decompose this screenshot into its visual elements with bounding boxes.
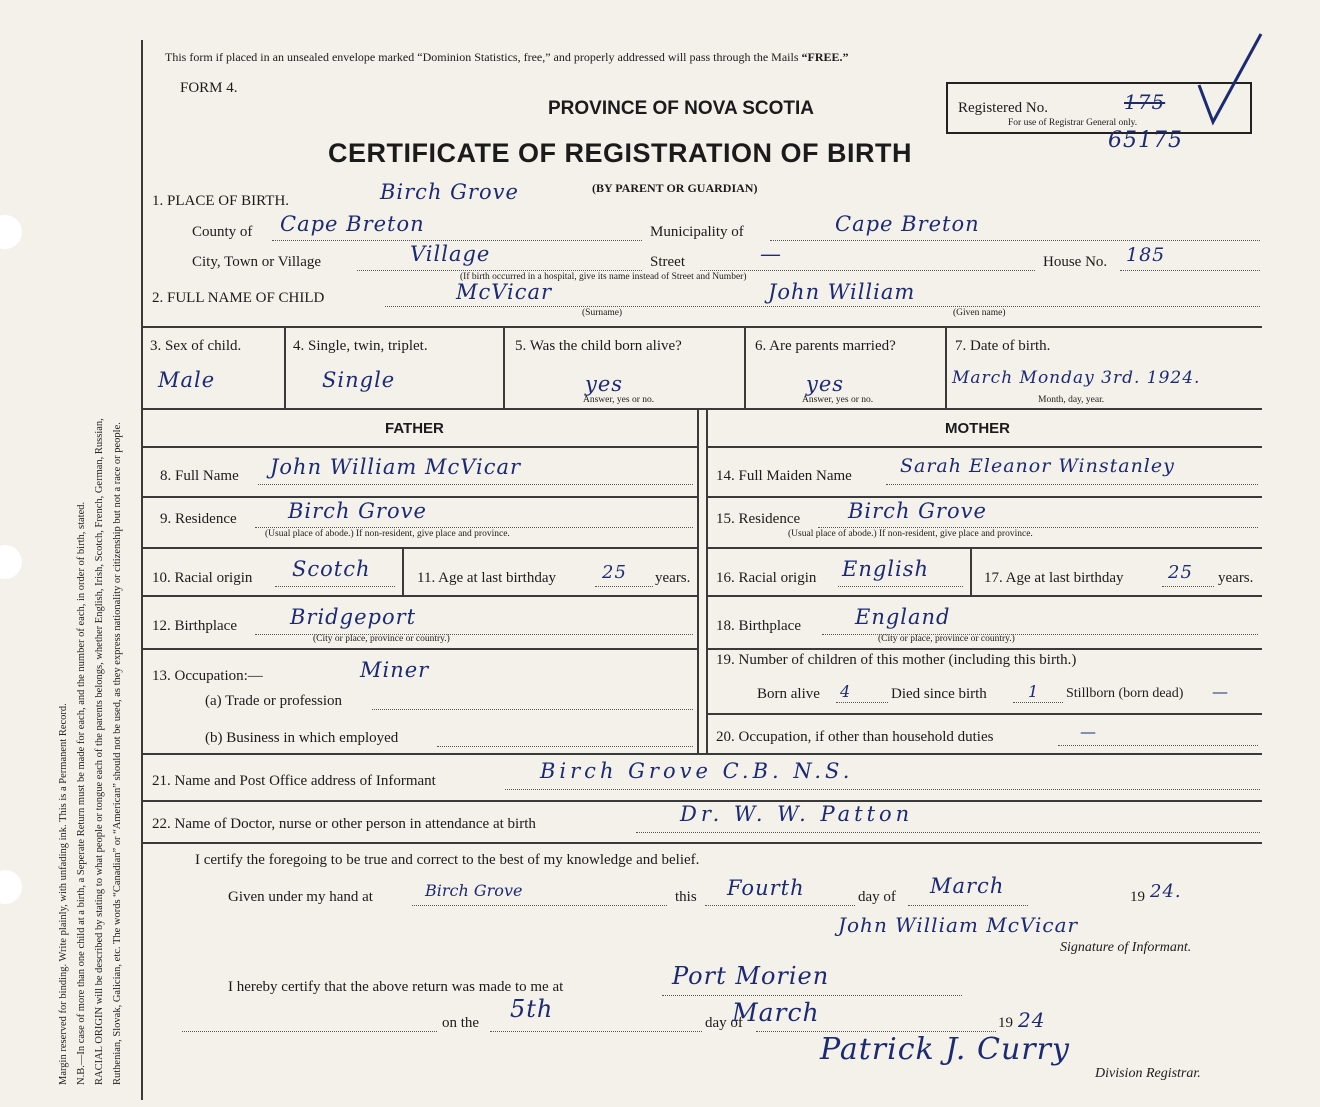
- trade-label: (a) Trade or profession: [205, 693, 343, 709]
- field-line: [595, 586, 653, 587]
- registered-no-label: Registered No.: [958, 100, 1048, 116]
- field-line: [908, 905, 1028, 906]
- division-registrar-label: Division Registrar.: [1095, 1066, 1201, 1081]
- field-line: [886, 484, 1258, 485]
- divider: [142, 753, 1262, 755]
- father-age-label: 11. Age at last birthday: [417, 570, 556, 586]
- on-the-label: on the: [442, 1015, 480, 1031]
- father-name-value: John William McVicar: [270, 455, 522, 479]
- mother-residence-value: Birch Grove: [848, 499, 987, 523]
- mother-residence-label: 15. Residence: [716, 511, 801, 527]
- field-line: [372, 709, 693, 710]
- mother-racial-value: English: [842, 557, 930, 581]
- margin-note-binding: Margin reserved for binding. Write plainly, with unfading ink. This is a Permanent Record.: [58, 703, 69, 1085]
- father-name-label: 8. Full Name: [160, 468, 239, 484]
- field-line: [182, 1031, 437, 1032]
- signature-of-informant-label: Signature of Informant.: [1060, 940, 1192, 955]
- mother-age-label: 17. Age at last birthday: [984, 570, 1124, 586]
- plurality-value: Single: [322, 368, 396, 392]
- field-line: [255, 527, 693, 528]
- father-heading: FATHER: [385, 420, 444, 437]
- plurality-label: 4. Single, twin, triplet.: [293, 338, 428, 354]
- field-line: [1162, 586, 1214, 587]
- mother-name-value: Sarah Eleanor Winstanley: [900, 455, 1175, 477]
- divider: [697, 408, 699, 753]
- divider: [142, 648, 697, 650]
- divider: [503, 326, 505, 408]
- field-line: [818, 527, 1258, 528]
- registrar-year-prefix: 19: [998, 1015, 1013, 1031]
- city-line: [357, 270, 642, 271]
- surname-note: (Surname): [582, 308, 623, 318]
- divider: [706, 547, 1262, 549]
- father-racial-value: Scotch: [292, 557, 371, 581]
- mother-abode-note: (Usual place of abode.) If non-resident, give place and province.: [788, 529, 1033, 539]
- field-line: [437, 746, 693, 747]
- page-title: CERTIFICATE OF REGISTRATION OF BIRTH: [328, 138, 912, 168]
- day-of-label: day of: [858, 889, 896, 905]
- father-racial-label: 10. Racial origin: [152, 570, 253, 586]
- house-line: [1120, 270, 1260, 271]
- sex-value: Male: [158, 368, 216, 392]
- given-place: Birch Grove: [425, 881, 523, 900]
- divider: [142, 842, 1262, 844]
- born-alive-count-label: Born alive: [757, 686, 820, 702]
- certification-day: Fourth: [727, 876, 805, 900]
- certification-statement: I certify the foregoing to be true and correct to the best of my knowledge and belief.: [195, 852, 700, 868]
- field-line: [490, 1031, 702, 1032]
- registrar-month: March: [732, 998, 820, 1027]
- stillborn-count: —: [1212, 682, 1228, 701]
- certification-month: March: [930, 874, 1005, 898]
- mother-racial-label: 16. Racial origin: [716, 570, 817, 586]
- street-value: —: [760, 242, 782, 266]
- father-birthplace-value: Bridgeport: [290, 605, 417, 629]
- punch-hole: [0, 215, 22, 249]
- registrar-day-of-label: day of: [705, 1015, 743, 1031]
- child-name-line: [385, 306, 1260, 307]
- divider: [142, 547, 697, 549]
- street-label: Street: [650, 254, 685, 270]
- informant-value: Birch Grove C.B. N.S.: [540, 759, 854, 783]
- divider: [142, 446, 697, 448]
- given-name-note: (Given name): [953, 308, 1006, 318]
- divider: [142, 496, 697, 498]
- divider: [706, 408, 708, 753]
- divider: [706, 713, 1262, 715]
- form-left-border: [141, 40, 143, 1100]
- born-alive-label: 5. Was the child born alive?: [515, 338, 682, 354]
- divider: [706, 595, 1262, 597]
- mother-occupation-label: 20. Occupation, if other than household duties: [716, 729, 994, 745]
- sex-label: 3. Sex of child.: [150, 338, 242, 354]
- father-occupation-label: 13. Occupation:—: [152, 668, 263, 684]
- born-alive-count: 4: [840, 682, 851, 701]
- margin-note-racial-origin-cont: Ruthenian, Slovak, Galician, etc. The words “Canadian” or “American” should not be used, as they express nationality or citizenship but not a race or people.: [112, 422, 123, 1085]
- divider: [142, 595, 697, 597]
- municipality-line: [770, 240, 1260, 241]
- place-of-birth-value: Birch Grove: [380, 180, 519, 204]
- date-of-birth-label: 7. Date of birth.: [955, 338, 1051, 354]
- registrar-place: Port Morien: [672, 962, 830, 990]
- stillborn-label: Stillborn (born dead): [1066, 686, 1184, 701]
- mother-birthplace-value: England: [855, 605, 951, 629]
- place-of-birth-label: 1. PLACE OF BIRTH.: [152, 193, 290, 209]
- date-of-birth-value: March Monday 3rd. 1924.: [952, 368, 1201, 388]
- registrar-statement: I hereby certify that the above return was made to me at: [228, 979, 564, 995]
- mother-name-label: 14. Full Maiden Name: [716, 468, 852, 484]
- city-label: City, Town or Village: [192, 254, 322, 270]
- certification-year: 24.: [1150, 881, 1182, 902]
- field-line: [662, 995, 962, 996]
- answer-note: Answer, yes or no.: [583, 395, 655, 405]
- county-value: Cape Breton: [280, 212, 425, 236]
- field-line: [1058, 745, 1258, 746]
- father-occupation-value: Miner: [360, 658, 430, 682]
- province-heading: PROVINCE OF NOVA SCOTIA: [548, 98, 815, 119]
- born-alive-value: yes: [585, 372, 624, 396]
- registrar-day: 5th: [510, 995, 554, 1023]
- child-name-label: 2. FULL NAME OF CHILD: [152, 290, 325, 306]
- field-line: [838, 586, 963, 587]
- registrar-signature: Patrick J. Curry: [820, 1032, 1070, 1067]
- field-line: [258, 484, 693, 485]
- handwritten-registration-number: 65175: [1108, 128, 1183, 153]
- punch-hole: [0, 545, 22, 579]
- divider: [142, 326, 1262, 328]
- municipality-value: Cape Breton: [835, 212, 980, 236]
- father-age-value: 25: [602, 562, 627, 583]
- page-subtitle: (BY PARENT OR GUARDIAN): [592, 181, 758, 195]
- child-surname: McVicar: [456, 280, 553, 304]
- died-since-birth-label: Died since birth: [891, 686, 987, 702]
- divider: [284, 326, 286, 408]
- given-under-label: Given under my hand at: [228, 889, 373, 905]
- registrar-general-note: For use of Registrar General only.: [1008, 118, 1138, 128]
- divider: [706, 496, 1262, 498]
- mother-age-unit: years.: [1218, 570, 1254, 586]
- business-label: (b) Business in which employed: [205, 730, 399, 746]
- field-line: [505, 789, 1260, 790]
- field-line: [636, 832, 1260, 833]
- field-line: [412, 905, 667, 906]
- mother-occupation-value: —: [1080, 722, 1096, 741]
- father-birthplace-note: (City or place, province or country.): [313, 634, 450, 644]
- margin-note-racial-origin: RACIAL ORIGIN will be described by stating to what people or tongue each of the parents belongs, whether English, Irish, Scotch, French, German, Russian,: [94, 418, 105, 1085]
- mother-heading: MOTHER: [945, 420, 1010, 437]
- died-since-birth-count: 1: [1028, 682, 1039, 701]
- divider: [402, 547, 404, 595]
- answer-note: Answer, yes or no.: [802, 395, 874, 405]
- mailing-note: This form if placed in an unsealed envelope marked “Dominion Statistics, free,” and properly addressed will pass through the Mails “FREE.”: [165, 50, 849, 64]
- informant-signature: John William McVicar: [838, 913, 1079, 937]
- county-line: [272, 240, 642, 241]
- city-value: Village: [410, 242, 491, 266]
- father-abode-note: (Usual place of abode.) If non-resident, give place and province.: [265, 529, 510, 539]
- house-value: 185: [1126, 244, 1166, 266]
- struck-registration-number: 175: [1124, 90, 1166, 114]
- mother-birthplace-note: (City or place, province or country.): [878, 634, 1015, 644]
- punch-hole: [0, 870, 22, 904]
- divider: [945, 326, 947, 408]
- informant-label: 21. Name and Post Office address of Informant: [152, 773, 436, 789]
- divider: [706, 446, 1262, 448]
- registrar-year: 24: [1018, 1008, 1046, 1032]
- municipality-label: Municipality of: [650, 224, 744, 240]
- house-label: House No.: [1043, 254, 1108, 270]
- divider: [744, 326, 746, 408]
- this-label: this: [675, 889, 697, 905]
- margin-note-multiple-births: N.B.—In case of more than one child at a birth, a Seperate Return must be made for each, and the number of each, in order of birth, stated.: [76, 501, 87, 1085]
- county-label: County of: [192, 224, 253, 240]
- doctor-label: 22. Name of Doctor, nurse or other person in attendance at birth: [152, 816, 536, 832]
- hospital-note: (If birth occurred in a hospital, give its name instead of Street and Number): [460, 272, 747, 282]
- divider: [142, 408, 1262, 410]
- date-note: Month, day, year.: [1038, 395, 1105, 405]
- mother-birthplace-label: 18. Birthplace: [716, 618, 801, 634]
- doctor-value: Dr. W. W. Patton: [680, 802, 914, 826]
- mother-age-value: 25: [1168, 562, 1193, 583]
- divider: [706, 648, 1262, 650]
- father-birthplace-label: 12. Birthplace: [152, 618, 237, 634]
- year-prefix: 19: [1130, 889, 1145, 905]
- field-line: [836, 702, 888, 703]
- children-count-label: 19. Number of children of this mother (including this birth.): [716, 652, 1077, 668]
- street-line: [700, 270, 1035, 271]
- parents-married-label: 6. Are parents married?: [755, 338, 896, 354]
- father-residence-label: 9. Residence: [160, 511, 237, 527]
- checkmark-icon: [1195, 30, 1265, 130]
- form-number: FORM 4.: [180, 80, 238, 96]
- parents-married-value: yes: [806, 372, 845, 396]
- father-age-unit: years.: [655, 570, 691, 586]
- field-line: [705, 905, 855, 906]
- father-residence-value: Birch Grove: [288, 499, 427, 523]
- divider: [970, 547, 972, 595]
- child-given-name: John William: [768, 280, 916, 304]
- field-line: [275, 586, 395, 587]
- field-line: [1013, 702, 1063, 703]
